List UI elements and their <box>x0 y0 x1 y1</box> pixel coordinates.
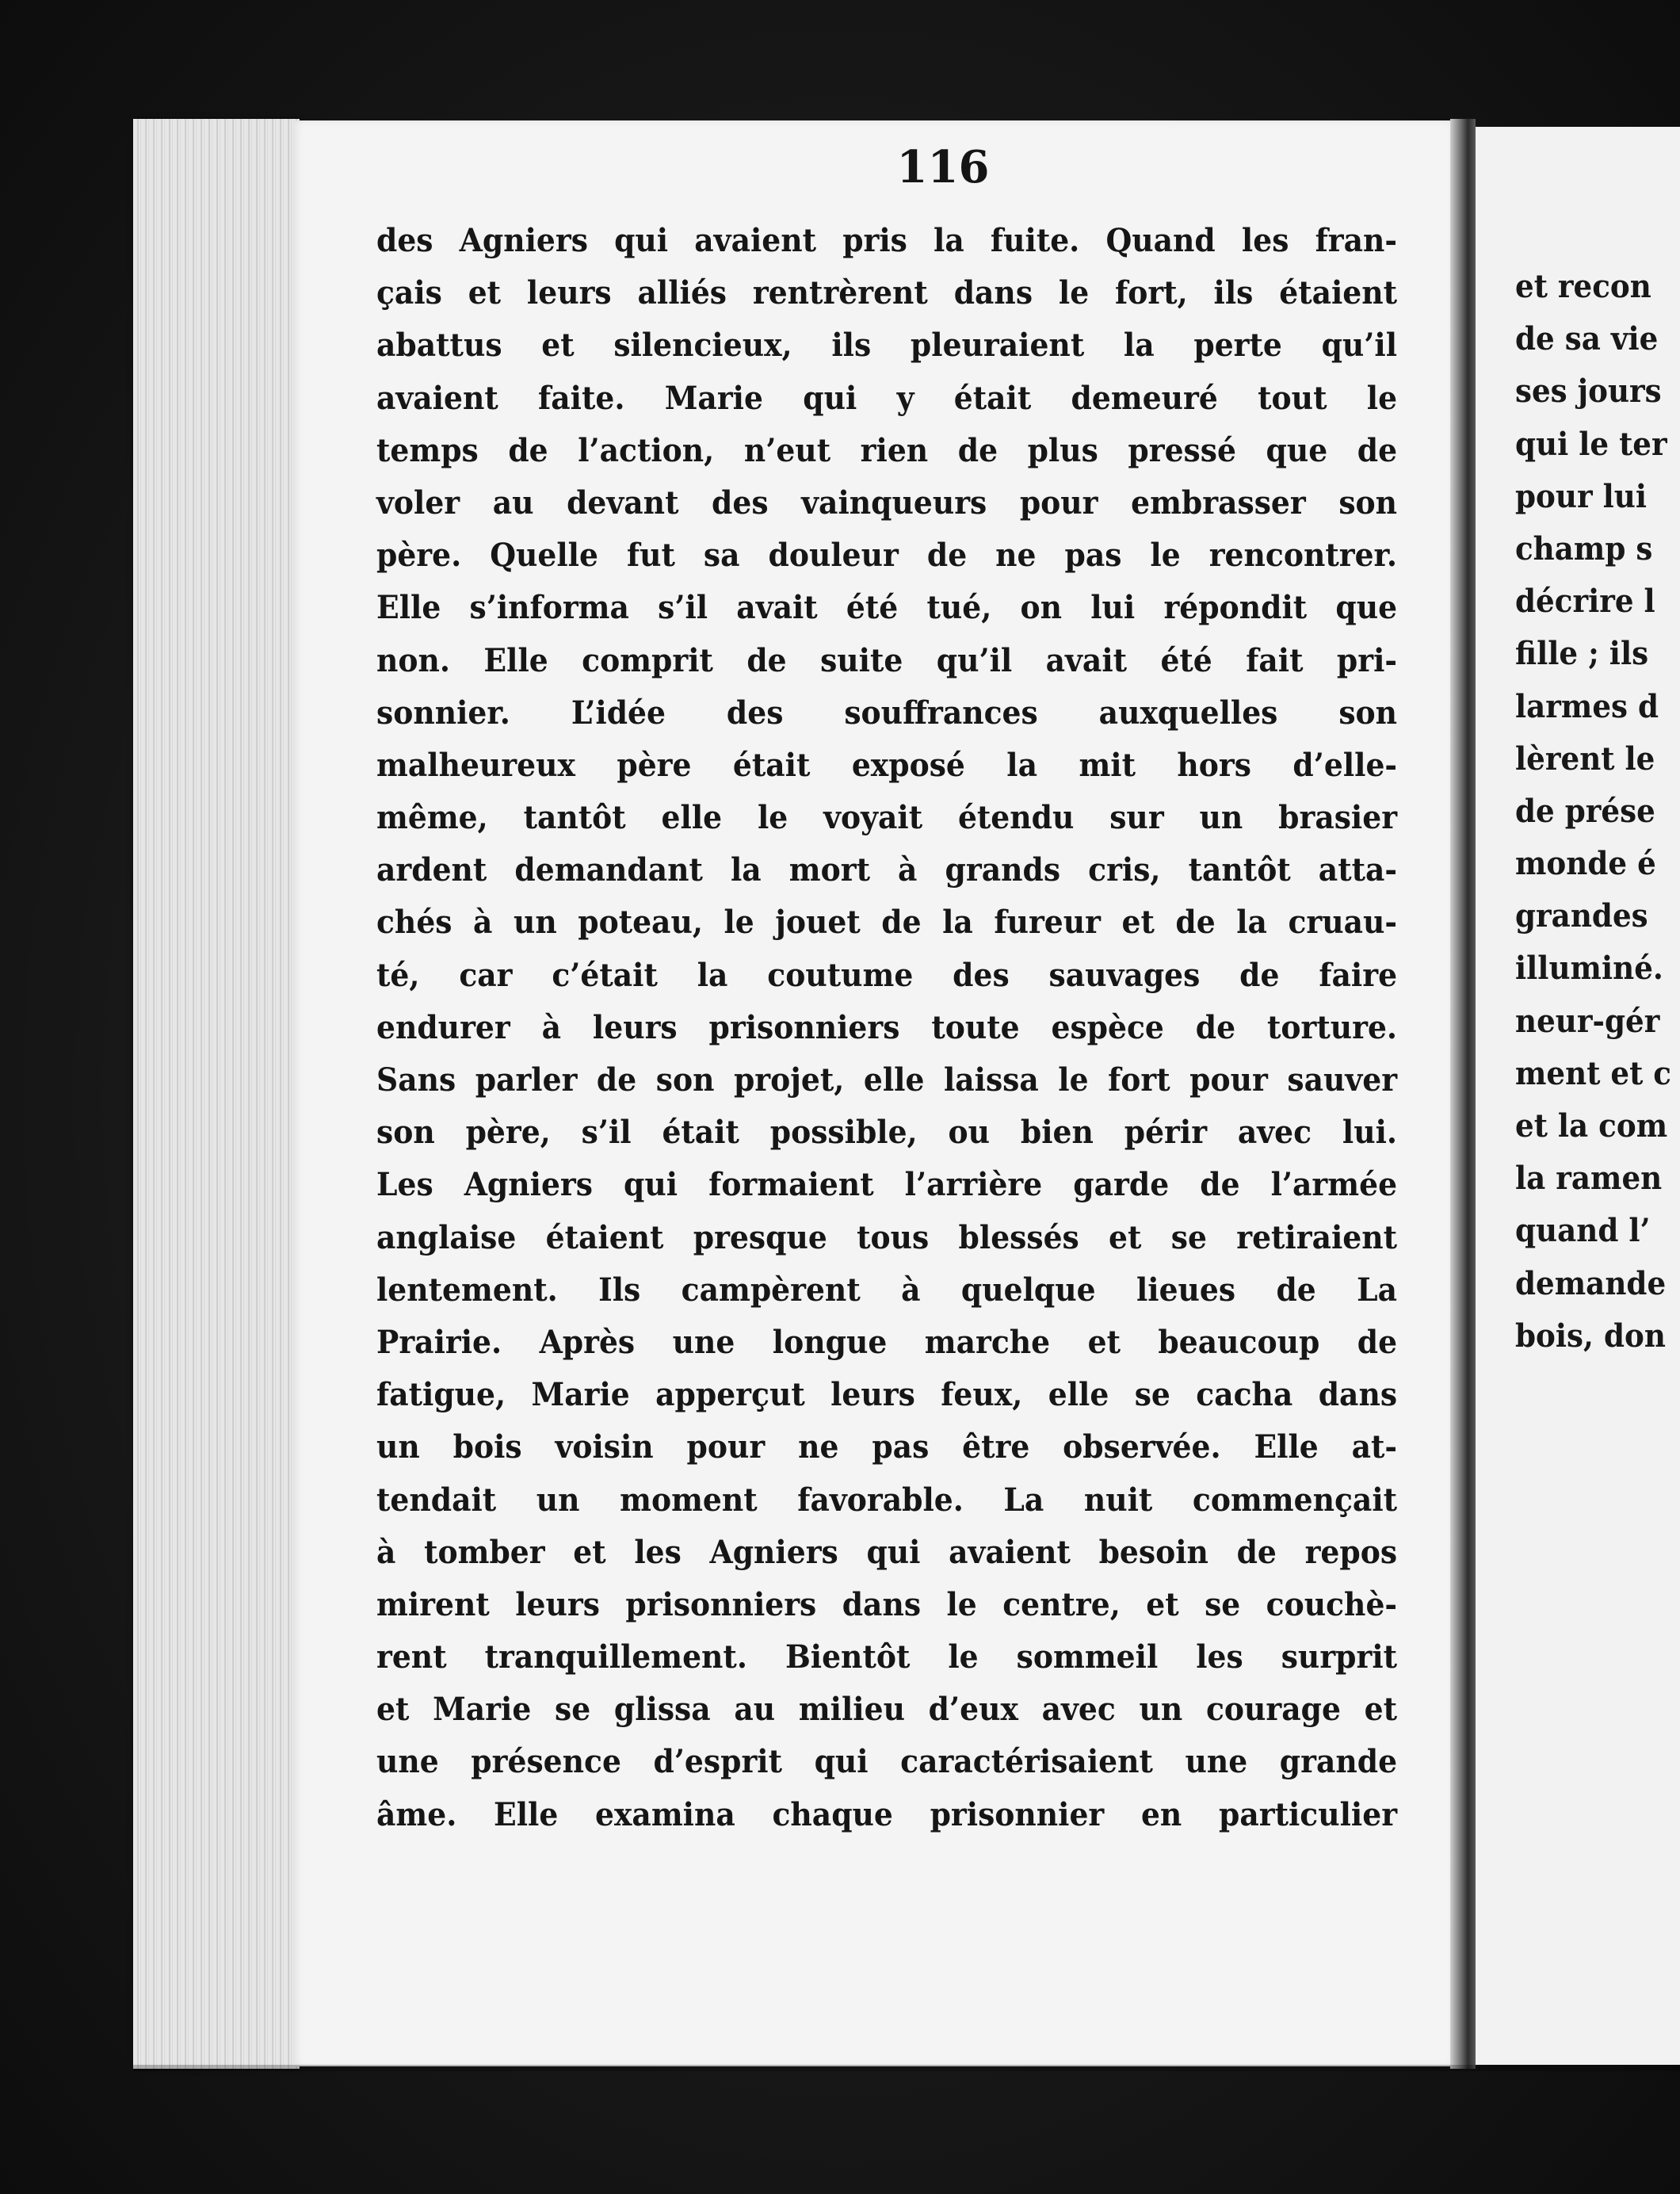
text-line: même, tantôt elle le voyait étendu sur un brasier <box>376 798 1398 837</box>
text-line: lentement. Ils campèrent à quelque lieues de La <box>376 1270 1398 1309</box>
text-line: père. Quelle fut sa douleur de ne pas le rencontrer. <box>376 536 1398 575</box>
text-line: à tomber et les Agniers qui avaient besoin de repos <box>376 1532 1398 1571</box>
text-line: abattus et silencieux, ils pleuraient la perte qu’il <box>376 326 1398 365</box>
text-line: Les Agniers qui formaient l’arrière garde de l’armée <box>376 1165 1398 1204</box>
text-line: et recon <box>1515 267 1651 305</box>
text-line: bois, don <box>1515 1316 1666 1355</box>
text-line: sonnier. L’idée des souffrances auxquelles son <box>376 693 1398 732</box>
text-line: champ s <box>1515 529 1653 568</box>
text-line: fille ; ils <box>1515 634 1649 673</box>
text-line: une présence d’esprit qui caractérisaient une grande <box>376 1742 1398 1781</box>
text-line: té, car c’était la coutume des sauvages de faire <box>376 955 1398 994</box>
text-line: malheureux père était exposé la mit hors d’elle- <box>376 745 1398 784</box>
text-line: décrire l <box>1515 582 1655 621</box>
text-line: grandes <box>1515 896 1648 935</box>
right-page-text <box>1515 260 1680 1362</box>
text-line: chés à un poteau, le jouet de la fureur et de la cruau- <box>376 903 1398 942</box>
text-line: pour lui <box>1515 476 1648 515</box>
page-number: 116 <box>896 141 990 193</box>
book-gutter <box>1450 119 1476 2069</box>
text-line: lèrent le <box>1515 739 1655 778</box>
book-page-edges <box>133 119 300 2069</box>
text-line: et Marie se glissa au milieu d’eux avec un courage et <box>376 1690 1398 1729</box>
text-line: voler au devant des vainqueurs pour embrasser son <box>376 483 1398 522</box>
left-page-text <box>376 214 1397 1840</box>
text-line: rent tranquillement. Bientôt le sommeil les surprit <box>376 1638 1398 1676</box>
text-line: anglaise étaient presque tous blessés et se retiraient <box>376 1217 1398 1256</box>
text-line: mirent leurs prisonniers dans le centre, et se couchè- <box>376 1584 1398 1623</box>
page-bottom-shadow <box>133 2065 1680 2071</box>
text-line: et la com <box>1515 1107 1668 1145</box>
text-line: ardent demandant la mort à grands cris, tantôt atta- <box>376 850 1398 889</box>
text-line: neur-gér <box>1515 1001 1660 1040</box>
text-line: tendait un moment favorable. La nuit commençait <box>376 1480 1398 1519</box>
text-line: çais et leurs alliés rentrèrent dans le fort, ils étaient <box>376 273 1398 312</box>
text-line: non. Elle comprit de suite qu’il avait été fait pri- <box>376 640 1398 679</box>
text-line: monde é <box>1515 844 1656 883</box>
text-line: larmes d <box>1515 686 1659 725</box>
text-line: quand l’ <box>1515 1211 1651 1250</box>
text-line: Prairie. Après une longue marche et beaucoup de <box>376 1322 1398 1361</box>
text-line: Elle s’informa s’il avait été tué, on lui répondit que <box>376 588 1398 627</box>
text-line: de sa vie <box>1515 319 1659 358</box>
text-line: avaient faite. Marie qui y était demeuré tout le <box>376 378 1398 417</box>
text-line: qui le ter <box>1515 424 1667 463</box>
text-line: ses jours <box>1515 372 1662 411</box>
text-line: un bois voisin pour ne pas être observée. Elle at- <box>376 1428 1398 1466</box>
text-line: la ramen <box>1515 1159 1663 1198</box>
text-line: demande <box>1515 1263 1667 1302</box>
text-line: ment et c <box>1515 1053 1671 1092</box>
text-line: illuminé. <box>1515 949 1663 988</box>
text-line: temps de l’action, n’eut rien de plus pressé que de <box>376 430 1398 469</box>
text-line: fatigue, Marie apperçut leurs feux, elle se cacha dans <box>376 1375 1398 1414</box>
text-line: Sans parler de son projet, elle laissa le fort pour sauver <box>376 1061 1398 1099</box>
text-line: de prése <box>1515 791 1655 830</box>
text-line: âme. Elle examina chaque prisonnier en particulier <box>376 1795 1398 1833</box>
text-line: des Agniers qui avaient pris la fuite. Quand les fran- <box>376 221 1398 259</box>
text-line: son père, s’il était possible, ou bien périr avec lui. <box>376 1113 1398 1152</box>
text-line: endurer à leurs prisonniers toute espèce de torture. <box>376 1007 1398 1046</box>
